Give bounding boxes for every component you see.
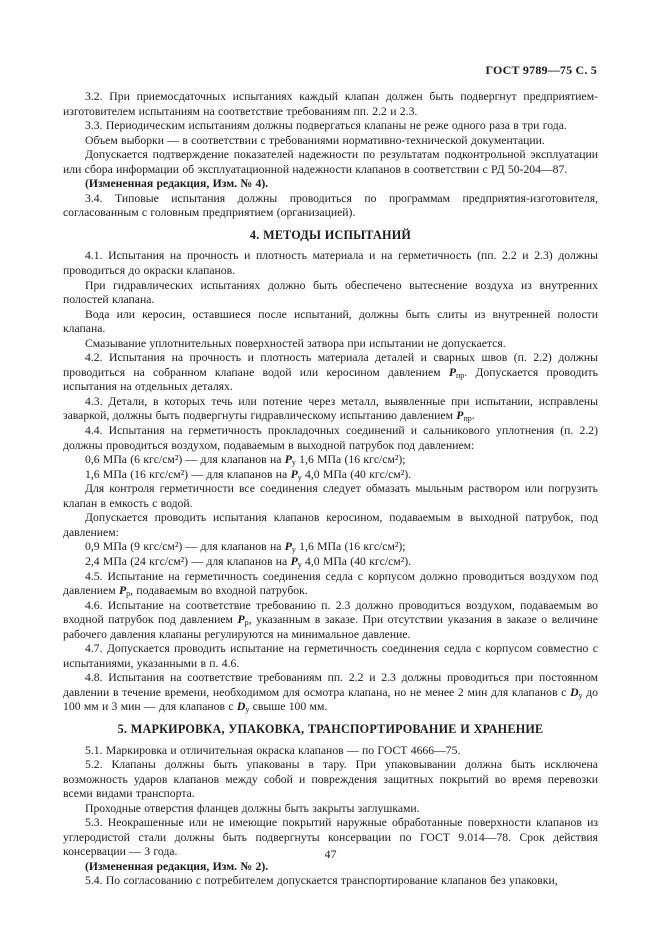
text-run: 4,0 МПа (40 кгс/см²). (301, 467, 412, 481)
variable-subscript: пр (455, 370, 465, 380)
variable-symbol: Р (284, 453, 292, 467)
text-run: Допускается подтверждение показателей надежности по результатам подконтрольной эксплуатации или сбора информации об эксплуатационной надежности клапанов в соответствии с РД 50-204—87. (63, 148, 598, 176)
text-run: При гидравлических испытаниях должно быть обеспечено вытеснение воздуха из внутренних полостей клапана. (63, 278, 598, 307)
text-run: 5.1. Маркировка и отличительная окраска клапанов — по ГОСТ 4666—75. (85, 743, 461, 757)
text-run: 5.4. По согласованию с потребителем допускается транспортирование клапанов без упаковки, (85, 874, 558, 888)
text-run: Допускается проводить испытания клапанов керосином, подаваемым в выходной патрубок, под давлением: (63, 511, 598, 539)
paragraph (63, 642, 598, 671)
paragraph (63, 148, 598, 177)
text-run: (Измененная редакция, Изм. № 4). (85, 177, 269, 191)
text-run: (Измененная редакция, Изм. № 2). (85, 859, 269, 873)
text-run: 4. МЕТОДЫ ИСПЫТАНИЙ (249, 227, 412, 242)
paragraph (63, 874, 598, 889)
variable-subscript: у (297, 559, 302, 569)
paragraph (63, 351, 598, 395)
text-run: 0,9 МПа (9 кгс/см²) — для клапанов на (85, 540, 285, 554)
paragraph (63, 308, 598, 337)
variable-symbol: Р (118, 584, 127, 598)
variable-subscript: у (578, 690, 583, 700)
paragraph (63, 453, 598, 468)
text-run: 4.5. Испытание на герметичность соединения седла с корпусом должно проводиться воздухом под давлением (63, 569, 598, 598)
variable-subscript: у (291, 545, 296, 555)
paragraph (63, 395, 598, 424)
paragraph (63, 337, 598, 352)
variable-symbol: Р (456, 409, 464, 423)
text-run: , подаваемым во входной патрубок. (130, 584, 308, 598)
paragraph (63, 279, 598, 308)
text-run: 4.4. Испытания на герметичность прокладочных соединений и сальникового уплотнения (п. 2.2) должны проводиться воздухом, подаваемым в выходной патрубок под давлением: (63, 424, 598, 452)
text-run: 4.8. Испытания на соответствие требованиям пп. 2.2 и 2.3 должны проводиться при постоянном давлении в течение времени, необходимом для осмотра клапана, но не менее 2 мин для клапанов с (63, 671, 598, 699)
document-body (63, 90, 598, 889)
text-run: . (471, 409, 475, 423)
paragraph (63, 119, 598, 134)
section-heading (63, 722, 598, 737)
variable-symbol: D (570, 685, 579, 699)
text-run: 4.2. Испытания на прочность и плотность материала деталей и сварных швов (п. 2.2) должны проводиться на собранном клапане водой или керосином давлением (63, 351, 598, 379)
text-run: до 100 мм и 3 мин — для клапанов с (63, 685, 598, 714)
text-run: 4,0 МПа (40 кгс/см²). (301, 554, 412, 568)
paragraph (63, 468, 598, 483)
variable-subscript: р (244, 618, 249, 628)
text-run: 5. МАРКИРОВКА, УПАКОВКА, ТРАНСПОРТИРОВАНИЕ И ХРАНЕНИЕ (117, 721, 544, 736)
variable-subscript: р (126, 589, 131, 599)
paragraph (63, 249, 598, 278)
paragraph (63, 599, 598, 643)
paragraph (63, 90, 598, 119)
text-run: 4.7. Допускается проводить испытание на герметичность соединения седла с корпусом совместно с испытаниями, указанными в п. 4.6. (63, 642, 598, 670)
paragraph (63, 134, 598, 149)
variable-subscript: у (245, 705, 250, 715)
paragraph (63, 177, 598, 192)
variable-subscript: у (297, 472, 302, 482)
document-id: ГОСТ 9789—75 С. 5 (485, 63, 597, 77)
variable-subscript: пр (463, 414, 472, 424)
text-run: 1,6 МПа (16 кгс/см²); (295, 540, 406, 554)
paragraph (63, 192, 598, 221)
variable-symbol: Р (290, 467, 298, 481)
paragraph (63, 424, 598, 453)
variable-symbol: D (236, 700, 246, 714)
variable-symbol: Р (290, 554, 298, 568)
variable-symbol: Р (237, 613, 245, 627)
text-run: Для контроля герметичности все соединения следует обмазать мыльным раствором или погрузить клапан в емкость с водой. (63, 482, 598, 510)
paragraph (63, 570, 598, 599)
paragraph (63, 758, 598, 802)
paragraph (63, 860, 598, 875)
text-run: 2,4 МПа (24 кгс/см²) — для клапанов на (85, 554, 291, 568)
text-run: 5.2. Клапаны должны быть упакованы в тару. При упаковывании должна быть исключена возможность ударов клапанов между собой и повреждения защитных покрытий во время перевозки всеми видами транспорта. (63, 758, 598, 801)
text-run: Проходные отверстия фланцев должны быть закрыты заглушками. (85, 801, 420, 815)
variable-symbol: Р (448, 365, 456, 379)
paragraph (63, 555, 598, 570)
text-run: свыше 100 мм. (249, 700, 328, 714)
text-run: 3.3. Периодическим испытаниям должны подвергаться клапаны не реже одного раза в три года. (85, 119, 567, 133)
paragraph (63, 802, 598, 817)
page-number: 47 (324, 847, 337, 861)
paragraph (63, 744, 598, 759)
paragraph (63, 482, 598, 511)
text-run: 5.3. Неокрашенные или не имеющие покрытий наружные обработанные поверхности клапанов из углеродистой стали должны быть подвергнуты консервации по ГОСТ 9.014—78. Срок действия консервации — 3 года. (63, 816, 598, 859)
text-run: . Допускается проводить испытания на отдельных деталях. (63, 365, 598, 394)
text-run: 3.4. Типовые испытания должны проводиться по программам предприятия-изготовителя, согласованным с головным предприятием (организацией). (63, 191, 598, 220)
text-run: 1,6 МПа (16 кгс/см²) — для клапанов на (85, 467, 291, 481)
text-run: 4.1. Испытания на прочность и плотность материала и на герметичность (пп. 2.2 и 2.3) должны проводиться до окраски клапанов. (63, 249, 598, 278)
variable-subscript: у (291, 458, 296, 468)
paragraph (63, 671, 598, 715)
paragraph (63, 540, 598, 555)
text-run: Объем выборки — в соответствии с требованиями нормативно-технической документации. (85, 133, 545, 147)
text-run: 4.6. Испытание на соответствие требованию п. 2.3 должно проводиться воздухом, подаваемым во входной патрубок под давлением (63, 598, 598, 627)
page-header (63, 63, 597, 78)
text-run: , указанным в заказе. При отсутствии указания в заказе о величине рабочего давления клапаны регулируются на минимальное давление. (63, 613, 598, 641)
text-run: 0,6 МПа (6 кгс/см²) — для клапанов на (85, 453, 285, 467)
text-run: 3.2. При приемосдаточных испытаниях каждый клапан должен быть подвергнут предприятием-изготовителем испытаниям на соответствие требованиям пп. 2.2 и 2.3. (63, 90, 598, 118)
text-run: Смазывание уплотнительных поверхностей затвора при испытании не допускается. (85, 336, 506, 350)
paragraph (63, 511, 598, 540)
text-run: Вода или керосин, оставшиеся после испытаний, должны быть слиты из внутренней полости клапана. (63, 307, 598, 336)
variable-symbol: Р (284, 540, 292, 554)
section-heading (63, 228, 598, 243)
text-run: 1,6 МПа (16 кгс/см²); (295, 453, 406, 467)
text-run: 4.3. Детали, в которых течь или потение через металл, выявленные при испытании, исправлены заваркой, должны быть подвергнуты гидравлическому испытанию давлением (63, 394, 598, 423)
